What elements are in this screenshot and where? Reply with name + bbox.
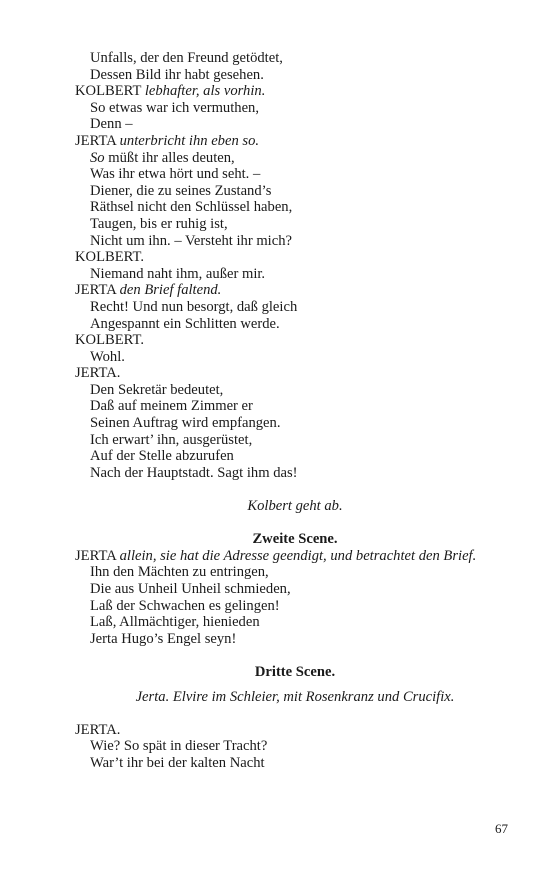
speaker-line bbox=[75, 548, 515, 565]
verse-line: So etwas war ich vermuthen, bbox=[90, 99, 259, 116]
verse-line: Wie? So spät in dieser Tracht? bbox=[90, 738, 268, 755]
stage-direction: allein, sie hat die Adresse geendigt, und betrachtet den Brief. bbox=[119, 547, 477, 564]
speaker-line bbox=[75, 332, 515, 349]
verse-line: Was ihr etwa hört und seht. – bbox=[90, 166, 261, 183]
verse-line: Nicht um ihn. – Versteht ihr mich? bbox=[90, 232, 292, 249]
emphasis: So bbox=[90, 149, 105, 166]
speaker-name: KOLBERT bbox=[75, 83, 142, 100]
speaker-line bbox=[75, 282, 515, 299]
speaker-name: JERTA. bbox=[75, 721, 121, 738]
stage-direction: unterbricht ihn eben so. bbox=[119, 132, 260, 149]
spacer bbox=[75, 515, 515, 532]
exit-direction: Kolbert geht ab. bbox=[247, 498, 343, 515]
verse-line: So müßt ihr alles deuten, bbox=[90, 149, 235, 166]
verse-line: Angespannt ein Schlitten werde. bbox=[90, 315, 280, 332]
verse-line: Diener, die zu seines Zustand’s bbox=[90, 182, 272, 199]
stage-direction: lebhafter, als vorhin. bbox=[144, 83, 266, 100]
verse-line: Ihn den Mächten zu entringen, bbox=[90, 564, 269, 581]
spacer bbox=[75, 481, 515, 498]
verse-line: Ich erwart’ ihn, ausgerüstet, bbox=[90, 431, 253, 448]
verse-line: Daß auf meinem Zimmer er bbox=[90, 398, 253, 415]
speaker-line bbox=[75, 83, 515, 100]
speaker-name: JERTA bbox=[75, 282, 116, 299]
verse-line: Niemand naht ihm, außer mir. bbox=[90, 265, 266, 282]
scene-heading: Zweite Scene. bbox=[252, 531, 338, 548]
speaker-line bbox=[75, 249, 515, 266]
verse-line: Die aus Unheil Unheil schmieden, bbox=[90, 581, 291, 597]
verse-line: Seinen Auftrag wird empfangen. bbox=[90, 415, 281, 432]
verse-line: Taugen, bis er ruhig ist, bbox=[90, 215, 228, 232]
speaker-line bbox=[75, 722, 515, 739]
verse-line: War’t ihr bei der kalten Nacht bbox=[90, 754, 265, 771]
verse-line: Den Sekretär bedeutet, bbox=[90, 381, 224, 398]
speaker-name: JERTA bbox=[75, 547, 116, 564]
verse-line: Dessen Bild ihr habt gesehen. bbox=[90, 66, 264, 83]
speaker-name: KOLBERT. bbox=[75, 249, 144, 266]
spacer bbox=[75, 681, 515, 689]
verse-line: Recht! Und nun besorgt, daß gleich bbox=[90, 298, 298, 315]
scene-direction: Jerta. Elvire im Schleier, mit Rosenkranz und Crucifix. bbox=[135, 688, 455, 705]
page-number: 67 bbox=[495, 821, 508, 836]
verse-line: Laß der Schwachen es gelingen! bbox=[90, 597, 280, 614]
play-text bbox=[75, 50, 515, 772]
verse-line: Wohl. bbox=[90, 348, 125, 365]
speaker-name: JERTA. bbox=[75, 365, 121, 382]
speaker-name: KOLBERT. bbox=[75, 332, 144, 349]
spacer bbox=[75, 705, 515, 722]
verse-line: Auf der Stelle abzurufen bbox=[90, 448, 234, 465]
speaker-line bbox=[75, 133, 515, 150]
verse-line: Räthsel nicht den Schlüssel haben, bbox=[90, 199, 293, 216]
verse-line: Laß, Allmächtiger, hienieden bbox=[90, 614, 260, 631]
verse-line: Nach der Hauptstadt. Sagt ihm das! bbox=[90, 464, 298, 481]
verse-line: Denn – bbox=[90, 116, 133, 133]
scene-heading: Dritte Scene. bbox=[254, 663, 336, 680]
verse-line: Unfalls, der den Freund getödtet, bbox=[90, 50, 283, 66]
verse-line: Jerta Hugo’s Engel seyn! bbox=[90, 630, 237, 647]
speaker-line bbox=[75, 365, 515, 382]
speaker-name: JERTA bbox=[75, 132, 116, 149]
spacer bbox=[75, 647, 515, 664]
stage-direction: den Brief faltend. bbox=[119, 282, 222, 299]
